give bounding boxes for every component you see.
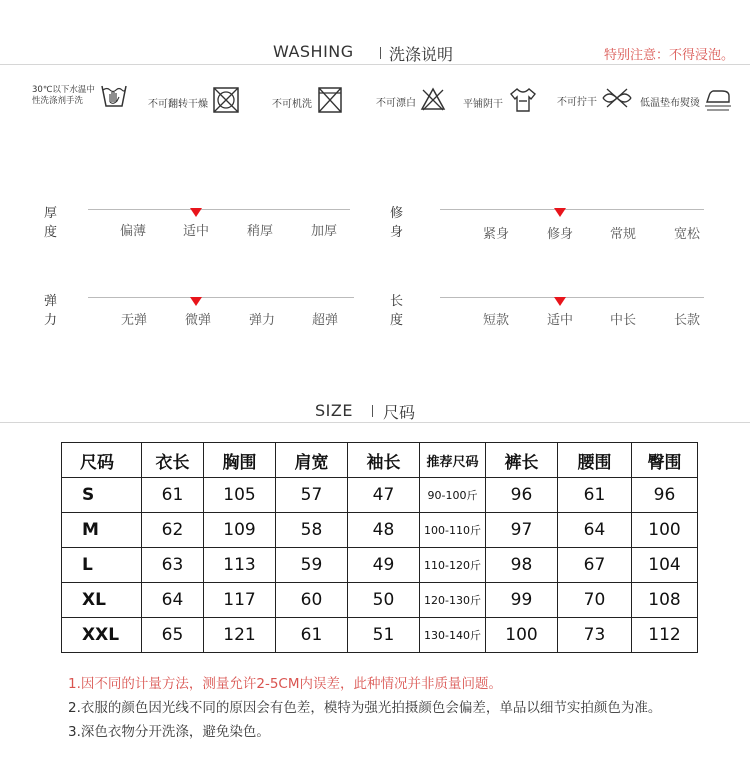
table-cell: 64	[558, 513, 632, 548]
table-cell: 112	[632, 618, 698, 653]
scale-elasticity-title: 弹力	[44, 294, 58, 328]
wash-item-no-bleach	[376, 86, 446, 116]
scale-elasticity-opt-3: 弹力	[248, 313, 276, 328]
wash-item-no-machine	[272, 86, 344, 118]
table-cell: 130-140斤	[420, 618, 486, 653]
table-cell: 105	[204, 478, 276, 513]
scale-thickness-marker	[190, 208, 202, 217]
table-cell: 70	[558, 583, 632, 618]
table-cell: 100	[486, 618, 558, 653]
no-wring-label: 不可拧干	[557, 96, 597, 108]
table-cell: 100	[632, 513, 698, 548]
table-cell: S	[62, 478, 142, 513]
scale-elasticity-line	[88, 297, 354, 298]
scale-fit-opt-4: 宽松	[673, 227, 701, 242]
washing-header-line	[0, 64, 750, 65]
table-row	[62, 548, 698, 583]
table-cell: 90-100斤	[420, 478, 486, 513]
scale-thickness-line	[88, 209, 350, 210]
table-cell: 120-130斤	[420, 583, 486, 618]
table-row	[62, 478, 698, 513]
table-cell: 96	[632, 478, 698, 513]
washing-warning-note: 特别注意：不得浸泡。	[603, 48, 734, 63]
scale-elasticity-opt-2: 微弹	[184, 313, 212, 328]
note-2: 2.衣服的颜色因光线不同的原因会有色差，模特为强光拍摄颜色会偏差，单品以细节实拍颜色为准。	[68, 700, 662, 716]
table-cell: 57	[276, 478, 348, 513]
washing-separator	[380, 47, 381, 59]
table-cell: 98	[486, 548, 558, 583]
table-cell: 61	[558, 478, 632, 513]
scale-elasticity-opt-1: 无弹	[120, 313, 148, 328]
header-cell: 推荐尺码	[420, 443, 486, 478]
header-cell: 腰围	[558, 443, 632, 478]
header-cell: 肩宽	[276, 443, 348, 478]
wash-item-hand-wash	[32, 80, 129, 112]
flat-dry-icon	[507, 86, 539, 118]
table-cell: 121	[204, 618, 276, 653]
hand-wash-icon	[99, 80, 129, 112]
header-cell: 袖长	[348, 443, 420, 478]
table-cell: 110-120斤	[420, 548, 486, 583]
washing-title: WASHING	[273, 42, 354, 61]
table-cell: 64	[142, 583, 204, 618]
scale-thickness-opt-2: 适中	[182, 224, 210, 239]
size-separator	[372, 405, 373, 417]
header-cell: 衣长	[142, 443, 204, 478]
table-cell: 48	[348, 513, 420, 548]
scale-length-marker	[554, 297, 566, 306]
flat-dry-label: 平铺阴干	[463, 98, 503, 110]
table-cell: 99	[486, 583, 558, 618]
table-cell: 61	[142, 478, 204, 513]
table-cell: 47	[348, 478, 420, 513]
scale-fit-opt-1: 紧身	[482, 227, 510, 242]
table-row	[62, 618, 698, 653]
table-cell: 100-110斤	[420, 513, 486, 548]
table-cell: 104	[632, 548, 698, 583]
table-cell: XXL	[62, 618, 142, 653]
table-cell: XL	[62, 583, 142, 618]
washing-icons-row	[0, 78, 750, 118]
wash-item-flat-dry	[463, 86, 539, 118]
table-cell: 97	[486, 513, 558, 548]
wash-item-no-tumble	[148, 86, 240, 118]
table-row	[62, 583, 698, 618]
scale-thickness-title: 厚度	[44, 206, 58, 240]
table-cell: 60	[276, 583, 348, 618]
header-cell: 裤长	[486, 443, 558, 478]
table-cell: 96	[486, 478, 558, 513]
scale-thickness-opt-1: 偏薄	[119, 224, 147, 239]
scale-length-line	[440, 297, 704, 298]
hand-wash-label: 30℃以下水温中 性洗涤剂手洗	[32, 85, 95, 106]
header-cell: 胸围	[204, 443, 276, 478]
wash-item-low-iron	[640, 86, 732, 116]
scale-length-opt-3: 中长	[609, 313, 637, 328]
scale-thickness-opt-3: 稍厚	[246, 224, 274, 239]
table-cell: 49	[348, 548, 420, 583]
wash-item-no-wring	[557, 86, 633, 114]
washing-title-cn: 洗涤说明	[389, 45, 454, 64]
scale-elasticity-marker	[190, 297, 202, 306]
scale-thickness-opt-4: 加厚	[310, 224, 338, 239]
table-cell: 58	[276, 513, 348, 548]
scale-fit-opt-2: 修身	[546, 227, 574, 242]
header-cell: 臀围	[632, 443, 698, 478]
scale-length-opt-4: 长款	[673, 313, 701, 328]
size-table	[61, 442, 698, 653]
table-cell: L	[62, 548, 142, 583]
table-cell: 63	[142, 548, 204, 583]
size-table-header-row	[62, 443, 698, 478]
table-cell: M	[62, 513, 142, 548]
scale-fit-marker	[554, 208, 566, 217]
table-cell: 73	[558, 618, 632, 653]
table-cell: 109	[204, 513, 276, 548]
no-wring-icon	[601, 86, 633, 114]
no-tumble-dry-label: 不可翻转干燥	[148, 98, 208, 110]
table-row	[62, 513, 698, 548]
note-3: 3.深色衣物分开洗涤，避免染色。	[68, 724, 270, 740]
size-title-cn: 尺码	[383, 403, 416, 422]
no-machine-wash-icon	[316, 86, 344, 118]
table-cell: 59	[276, 548, 348, 583]
notes-block	[68, 672, 661, 744]
table-cell: 108	[632, 583, 698, 618]
size-title: SIZE	[315, 401, 353, 420]
table-cell: 67	[558, 548, 632, 583]
table-cell: 117	[204, 583, 276, 618]
header-cell: 尺码	[62, 443, 142, 478]
scale-fit-line	[440, 209, 704, 210]
table-cell: 65	[142, 618, 204, 653]
low-iron-icon	[704, 86, 732, 116]
table-cell: 50	[348, 583, 420, 618]
low-iron-label: 低温垫布熨烫	[640, 97, 700, 109]
scale-fit-opt-3: 常规	[609, 227, 637, 242]
table-cell: 61	[276, 618, 348, 653]
scale-elasticity-opt-4: 超弹	[311, 313, 339, 328]
no-bleach-icon	[420, 86, 446, 116]
no-tumble-dry-icon	[212, 86, 240, 118]
scale-fit-title: 修身	[390, 206, 404, 240]
table-cell: 51	[348, 618, 420, 653]
table-cell: 62	[142, 513, 204, 548]
no-machine-wash-label: 不可机洗	[272, 98, 312, 110]
scale-length-opt-2: 适中	[546, 313, 574, 328]
no-bleach-label: 不可漂白	[376, 97, 416, 109]
scale-length-opt-1: 短款	[482, 313, 510, 328]
table-cell: 113	[204, 548, 276, 583]
note-1: 1.因不同的计量方法，测量允许2-5CM内误差，此种情况并非质量问题。	[68, 676, 503, 692]
size-header-line	[0, 422, 750, 423]
scale-length-title: 长度	[390, 294, 404, 328]
